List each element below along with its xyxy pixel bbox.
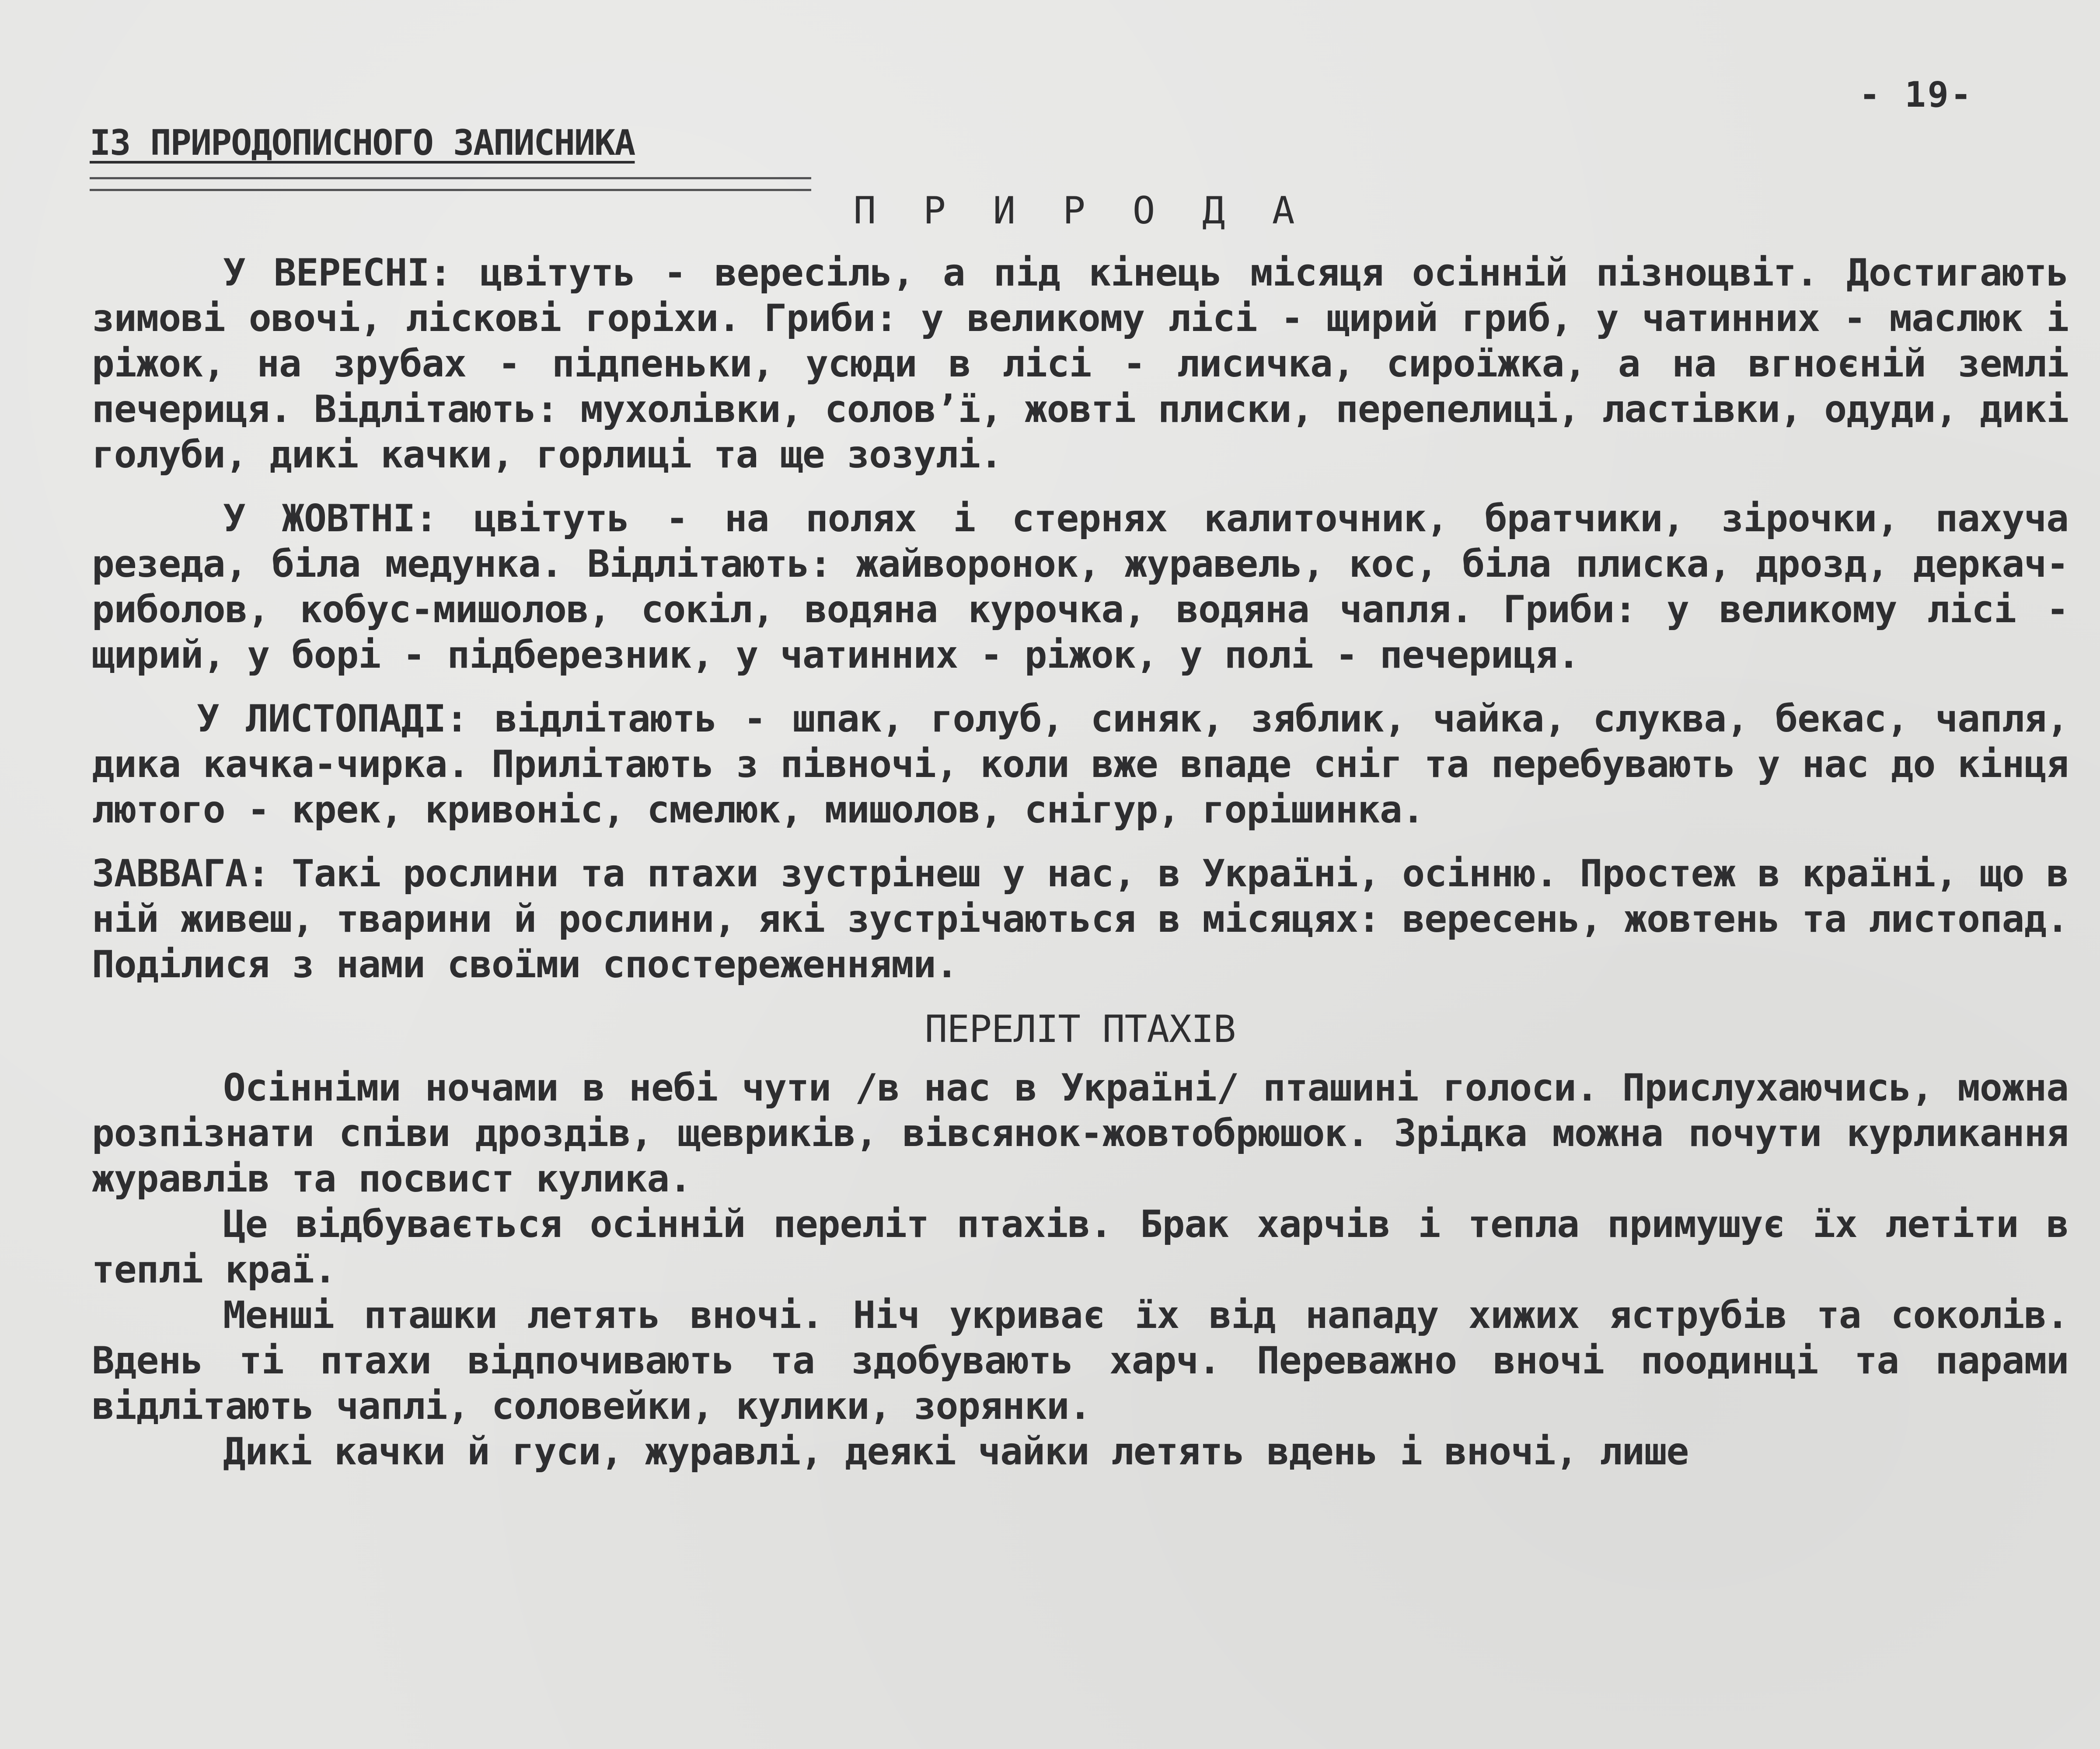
paragraph-november: У ЛИСТОПАДІ: відлітають - шпак, голуб, синяк, зяблик, чайка, слуква, бекас, чапля, дика качка-чирка. Прилітають з півночі, коли вже впаде сніг та перебувають у нас до кінця лютого - крек, кривоніс, смелюк, мишолов, снігур, горішинка. bbox=[92, 697, 2069, 832]
paragraph-migration-1: Осінніми ночами в небі чути /в нас в Україні/ пташині голоси. Прислухаючись, можна розпізнати співи дроздів, щевриків, вівсянок-жовтобрюшок. Зрідка можна почути курликання журавлів та посвист кулика. bbox=[92, 1066, 2069, 1201]
paragraph-october: У ЖОВТНІ: цвітуть - на полях і стернях калиточник, братчики, зірочки, пахуча резеда, біла медунка. Відлітають: жайворонок, журавель, кос, біла плиска, дрозд, деркач-риболов, кобус-мишолов, сокіл, водяна курочка, водяна чапля. Гриби: у великому лісі - щирий, у борі - підберезник, у чатинних - ріжок, у полі - печериця. bbox=[92, 497, 2069, 677]
section-title-bird-migration: ПЕРЕЛІТ ПТАХІВ bbox=[924, 1007, 1236, 1051]
paragraph-migration-3: Менші пташки летять вночі. Ніч укриває їх від нападу хижих яструбів та соколів. Вдень ті птахи відпочивають та здобувають харч. Переважно вночі поодинці та парами відлітають чаплі, соловейки, кулики, зорянки. bbox=[92, 1293, 2069, 1428]
paragraph-migration-2: Це відбувається осінній переліт птахів. Брак харчів і тепла примушує їх летіти в теплі краї. bbox=[92, 1202, 2069, 1292]
page-number: - 19- bbox=[1859, 74, 1973, 115]
paragraph-note: ЗАВВАГА: Такі рослини та птахи зустрінеш у нас, в Україні, осінню. Простеж в країні, що в ній живеш, тварини й рослини, які зустрічаються в місяцях: вересень, жовтень та листопад. Поділися з нами своїми спостереженнями. bbox=[92, 852, 2069, 986]
paragraph-september: У ВЕРЕСНІ: цвітуть - вересіль, а під кінець місяця осінній пізноцвіт. Достигають зимові овочі, ліскові горіхи. Гриби: у великому лісі - щирий гриб, у чатинних - маслюк і ріжок, на зрубах - підпеньки, усюди в лісі - лисичка, сироїжка, а на вгноєній землі печериця. Відлітають: мухолівки, солов’ї, жовті плиски, перепелиці, ластівки, одуди, дикі голуби, дикі качки, горлиці та ще зозулі. bbox=[92, 251, 2069, 477]
section-title-nature: П Р И Р О Д А bbox=[853, 189, 1307, 233]
document-body bbox=[92, 188, 2069, 1474]
main-heading: ІЗ ПРИРОДОПИСНОГО ЗАПИСНИКА bbox=[90, 122, 635, 163]
paragraph-migration-4: Дикі качки й гуси, журавлі, деякі чайки летять вдень і вночі, лише bbox=[223, 1430, 1689, 1474]
